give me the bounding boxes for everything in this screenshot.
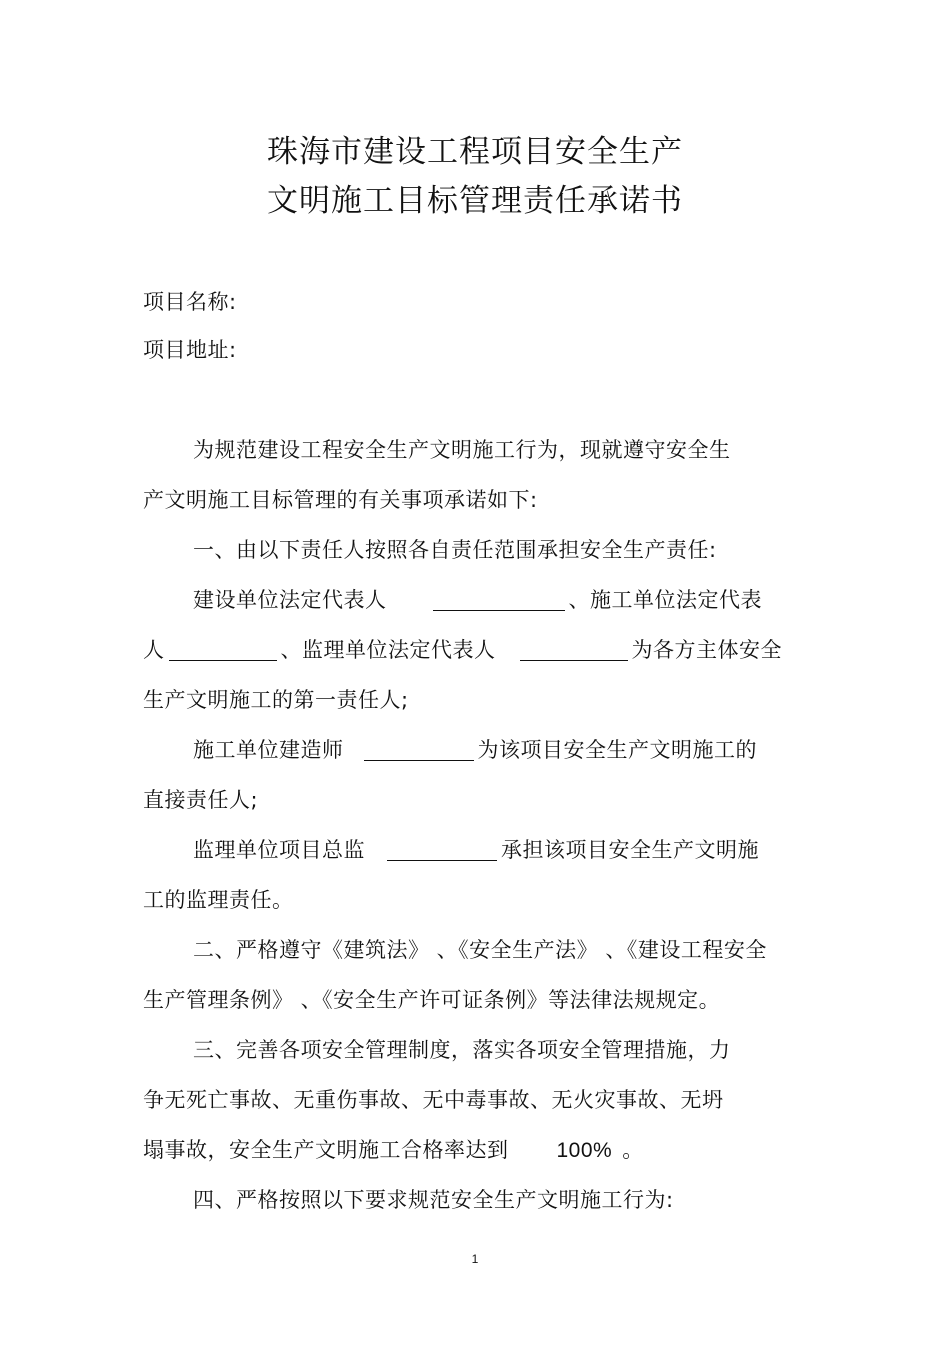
pass-rate-value: 100% xyxy=(556,1139,613,1162)
clause-three-text: 塌事故，安全生产文明施工合格率达到 xyxy=(143,1138,509,1162)
clause-four-heading: 四、严格按照以下要求规范安全生产文明施工行为: xyxy=(193,1188,674,1212)
clause-supervisor-text: 监理单位项目总监 xyxy=(193,838,365,862)
clause-one-text: 、监理单位法定代表人 xyxy=(280,638,496,662)
clause-builder-text: 施工单位建造师 xyxy=(193,738,344,762)
clause-two-line-1: 二、严格遵守《建筑法》 、《安全生产法》 、《建设工程安全 xyxy=(193,938,767,962)
clause-supervisor-line-1 xyxy=(193,834,759,864)
clause-supervisor-line-2: 工的监理责任。 xyxy=(143,888,294,912)
clause-builder-line-1 xyxy=(193,734,757,764)
clause-three-line-2: 争无死亡事故、无重伤事故、无中毒事故、无火灾事故、无坍 xyxy=(143,1088,724,1112)
signature-blank xyxy=(520,659,628,661)
clause-one-line-2 xyxy=(143,634,782,664)
clause-three-line-1: 三、完善各项安全管理制度，落实各项安全管理措施，力 xyxy=(193,1038,731,1062)
clause-one-text: 建设单位法定代表人 xyxy=(193,588,387,612)
paragraph-intro-line-1: 为规范建设工程安全生产文明施工行为，现就遵守安全生 xyxy=(193,438,731,462)
clause-one-text: 人 xyxy=(143,638,165,662)
clause-supervisor-text: 承担该项目安全生产文明施 xyxy=(501,838,759,862)
signature-blank xyxy=(433,609,565,611)
project-name-field: 项目名称: xyxy=(143,290,237,314)
clause-one-line-3: 生产文明施工的第一责任人; xyxy=(143,688,409,712)
document-title-line-2: 文明施工目标管理责任承诺书 xyxy=(267,183,683,219)
clause-three-line-3 xyxy=(143,1134,644,1164)
paragraph-intro-line-2: 产文明施工目标管理的有关事项承诺如下: xyxy=(143,488,538,512)
project-address-field: 项目地址: xyxy=(143,338,237,362)
clause-one-heading: 一、由以下责任人按照各自责任范围承担安全生产责任: xyxy=(193,538,717,562)
clause-builder-text: 为该项目安全生产文明施工的 xyxy=(477,738,757,762)
clause-one-line-1 xyxy=(193,584,762,614)
signature-blank xyxy=(364,759,474,761)
clause-one-text: 、施工单位法定代表 xyxy=(568,588,762,612)
document-title-line-1: 珠海市建设工程项目安全生产 xyxy=(267,134,683,170)
signature-blank xyxy=(387,859,497,861)
page-number: 1 xyxy=(471,1252,479,1266)
signature-blank xyxy=(169,659,277,661)
clause-builder-line-2: 直接责任人; xyxy=(143,788,259,812)
clause-three-text: 。 xyxy=(622,1138,644,1162)
clause-two-line-2: 生产管理条例》 、《安全生产许可证条例》等法律法规规定。 xyxy=(143,988,721,1012)
clause-one-text: 为各方主体安全 xyxy=(631,638,782,662)
